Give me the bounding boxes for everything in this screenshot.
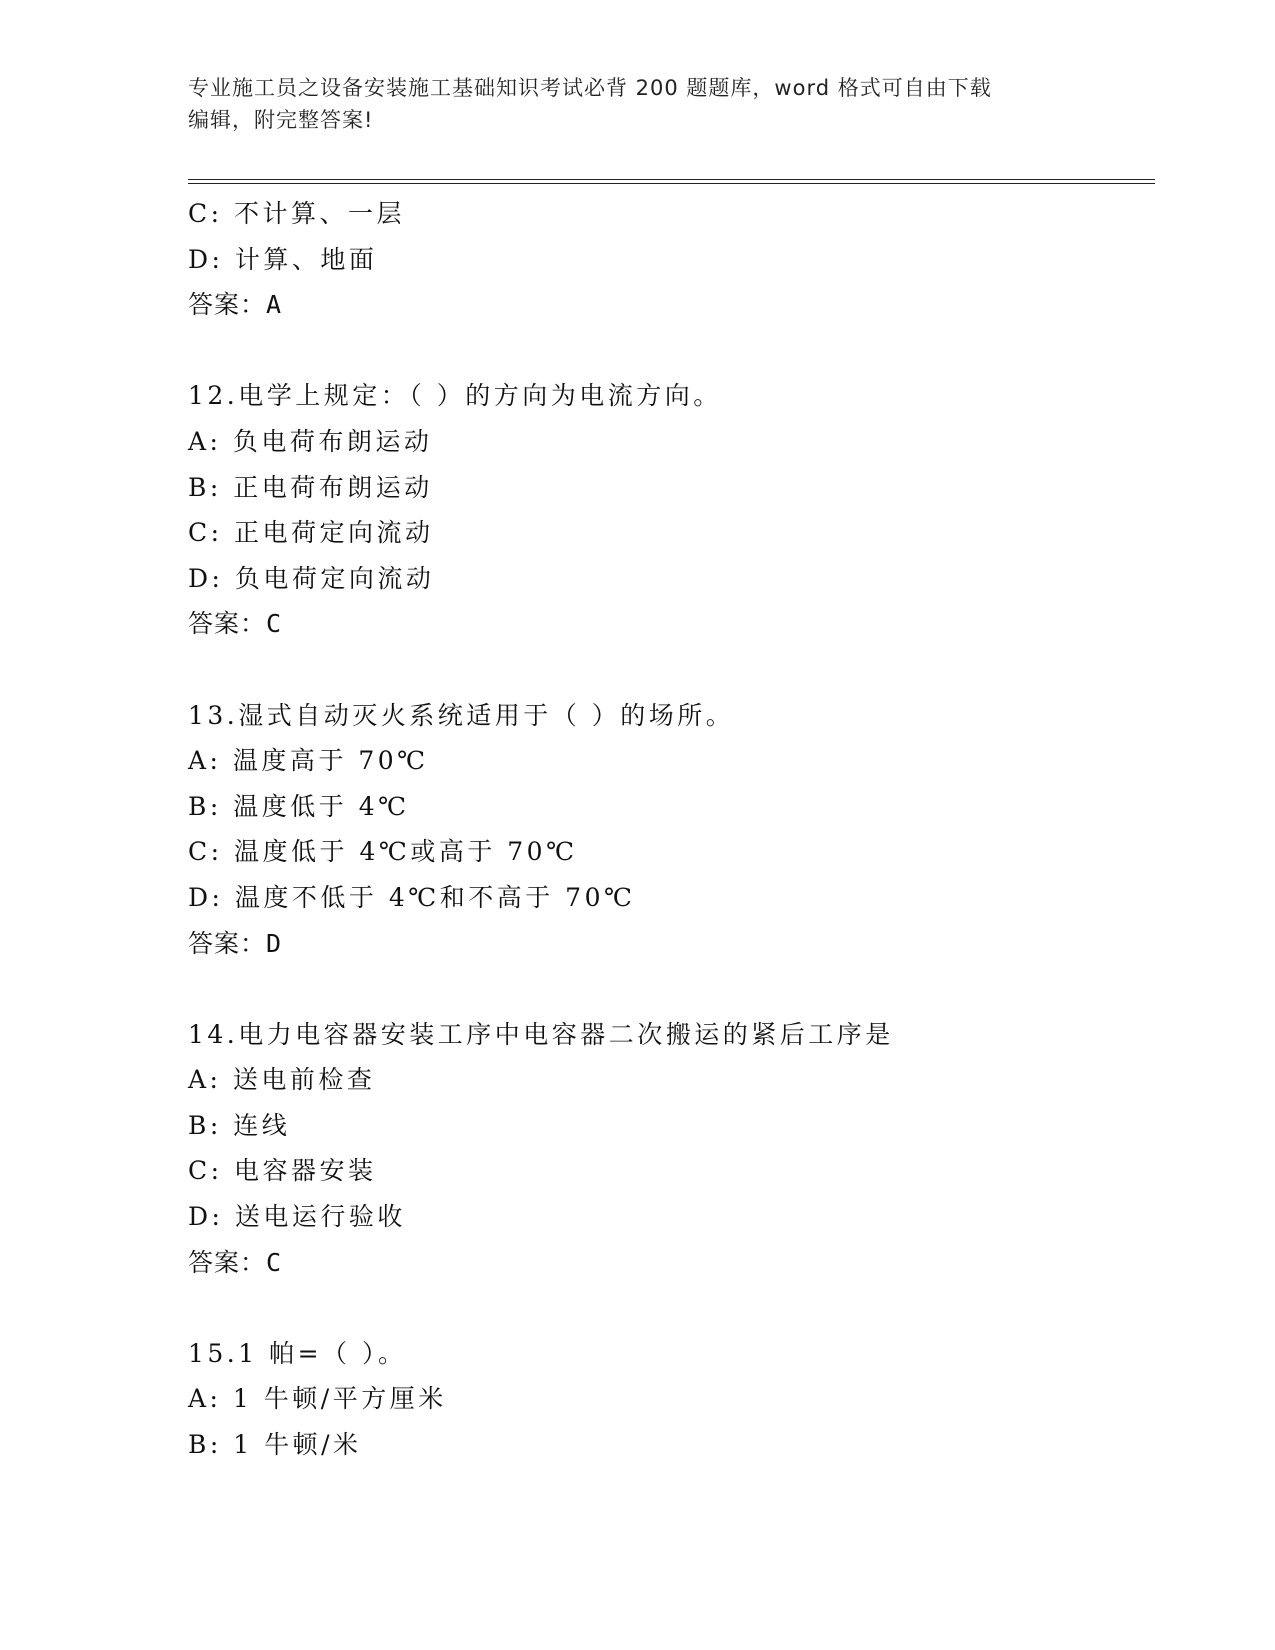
header-double-rule bbox=[188, 179, 1155, 184]
answer-value: C bbox=[266, 609, 283, 639]
document-header bbox=[188, 72, 1068, 136]
answer bbox=[188, 1240, 1148, 1286]
spacer bbox=[188, 328, 1148, 374]
header-line-2: 编辑，附完整答案! bbox=[188, 108, 374, 132]
option-d: D: 负电荷定向流动 bbox=[188, 563, 435, 593]
question-12 bbox=[188, 373, 1148, 647]
question-14 bbox=[188, 1012, 1148, 1286]
option-b: B: 1 牛顿/米 bbox=[188, 1430, 362, 1460]
option-b: B: 连线 bbox=[188, 1110, 291, 1140]
spacer bbox=[188, 647, 1148, 693]
answer bbox=[188, 282, 1148, 328]
option-a: A: 1 牛顿/平方厘米 bbox=[188, 1384, 447, 1414]
option-c: C: 温度低于 4℃或高于 70℃ bbox=[188, 837, 578, 867]
answer bbox=[188, 601, 1148, 647]
answer-label: 答案： bbox=[188, 609, 267, 639]
option-d: D: 计算、地面 bbox=[188, 244, 378, 274]
question-stem: 14.电力电容器安装工序中电容器二次搬运的紧后工序是 bbox=[188, 1019, 894, 1049]
option-a: A: 负电荷布朗运动 bbox=[188, 426, 433, 456]
answer-value: D bbox=[266, 928, 283, 958]
question-stem: 12.电学上规定：（ ）的方向为电流方向。 bbox=[188, 381, 722, 411]
spacer bbox=[188, 1285, 1148, 1331]
option-d: D: 温度不低于 4℃和不高于 70℃ bbox=[188, 882, 636, 912]
option-c: C: 不计算、一层 bbox=[188, 199, 405, 228]
answer bbox=[188, 921, 1148, 967]
answer-label: 答案： bbox=[188, 928, 267, 958]
question-13 bbox=[188, 693, 1148, 967]
question-stem: 13.湿式自动灭火系统适用于（ ）的场所。 bbox=[188, 700, 735, 730]
option-b: B: 温度低于 4℃ bbox=[188, 791, 410, 821]
header-line-1: 专业施工员之设备安装施工基础知识考试必背 200 题题库，word 格式可自由下载 bbox=[188, 76, 992, 100]
answer-label: 答案： bbox=[188, 1247, 267, 1277]
answer-value: A bbox=[266, 290, 283, 320]
option-a: A: 温度高于 70℃ bbox=[188, 746, 429, 776]
option-d: D: 送电运行验收 bbox=[188, 1202, 406, 1232]
question-list bbox=[188, 191, 1148, 1468]
answer-label: 答案： bbox=[188, 290, 267, 320]
option-c: C: 正电荷定向流动 bbox=[188, 518, 434, 548]
spacer bbox=[188, 966, 1148, 1012]
question-11-tail bbox=[188, 191, 1148, 328]
option-b: B: 正电荷布朗运动 bbox=[188, 472, 433, 502]
option-a: A: 送电前检查 bbox=[188, 1065, 376, 1095]
question-stem: 15.1 帕=（ ）。 bbox=[188, 1338, 407, 1368]
question-15 bbox=[188, 1331, 1148, 1468]
option-c: C: 电容器安装 bbox=[188, 1156, 377, 1186]
answer-value: C bbox=[266, 1247, 283, 1277]
